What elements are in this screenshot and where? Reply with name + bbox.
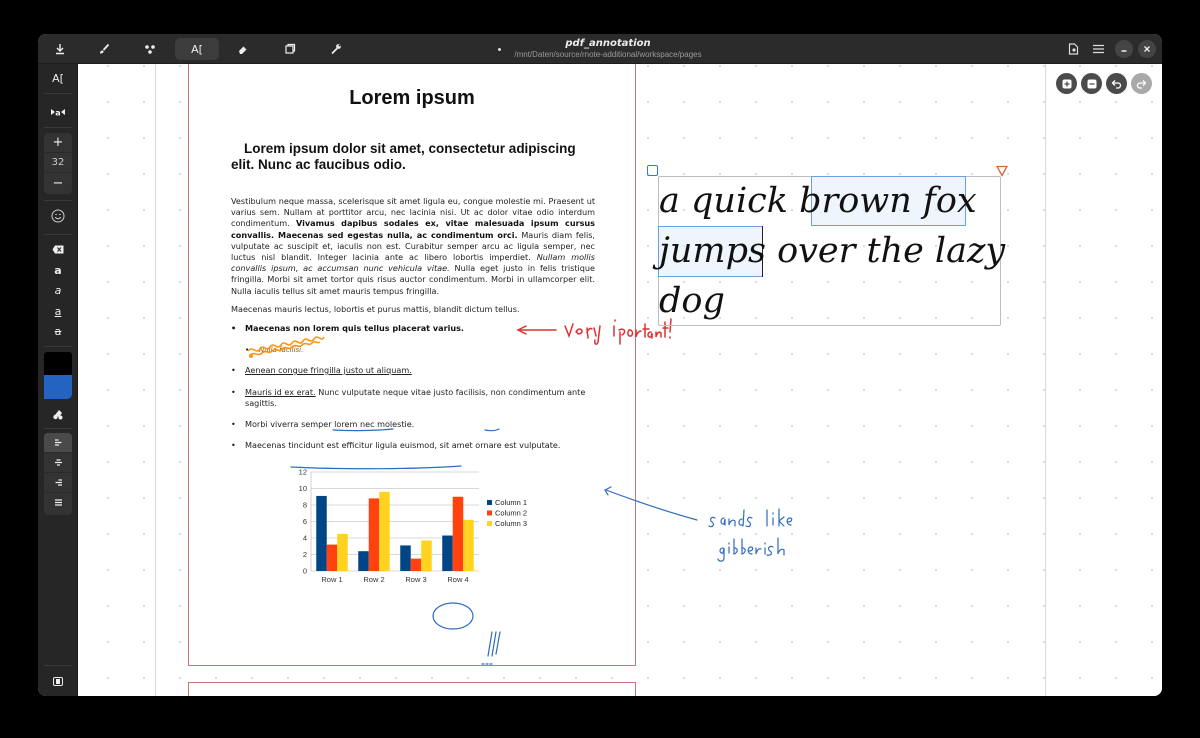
align-right-button[interactable] [44,473,72,493]
window-title: pdf_annotation [565,38,651,49]
strikethrough-button[interactable] [44,321,72,341]
zoom-out-icon [1087,79,1097,89]
legend-swatch [487,500,492,505]
textbox-line-1: a quick brown fox [659,181,977,221]
selector-icon [284,43,296,55]
secondary-color-swatch[interactable] [44,375,72,399]
font-chooser-button[interactable] [44,102,72,122]
sidebar-toggle-button[interactable] [44,671,72,691]
redo-icon [1136,79,1147,89]
tools-tool-button[interactable] [314,38,358,60]
divider [44,200,72,201]
typewriter-icon: A[ [52,71,64,85]
chart-bar [421,540,432,571]
underline-button[interactable] [44,301,72,321]
bullet-item-3: • Aenean congue fringilla justo ut aliquam. [245,365,595,376]
primary-color-swatch[interactable] [44,352,72,375]
font-family-icon [50,107,66,117]
bullet-item-5: • Morbi viverra semper lorem nec molestie. [245,419,595,430]
x-tick-label: Row 2 [363,575,385,584]
legend-label: Column 3 [495,519,528,528]
chart-bar [327,545,338,571]
divider [44,127,72,128]
pdf-content [189,64,635,665]
chart-bar [316,496,327,571]
chart-bar [411,559,422,571]
x-tick-label: Row 3 [405,575,427,584]
bullet-item-6: • Maecenas tincidunt est efficitur ligula euismod, sit amet ornare est vulputate. [245,440,595,451]
divider [44,428,72,429]
brush-icon [98,43,110,55]
zoom-out-button[interactable] [1081,73,1102,94]
text-run-italic: Nullam mollis convallis ipsum, ac accumsan nunc vehicula vitae. [231,252,595,274]
document-border-left [155,64,156,696]
y-tick-label: 10 [298,484,307,493]
legend-label: Column 1 [495,498,528,507]
align-center-icon [54,459,63,467]
pdf-paragraph-1 [231,196,595,297]
window-title-area [458,37,758,60]
text-run: facilisis, non condimentum ante sagittis. [245,387,586,408]
y-tick-label: 8 [302,500,307,510]
chart-bar [442,536,453,571]
header-bar [38,34,1162,64]
document-icon [1068,43,1079,55]
italic-icon: a [54,283,62,297]
font-size-increase-button[interactable]: + [44,133,72,153]
app-window [38,34,1162,696]
typewriter-tool-button[interactable] [175,38,219,60]
save-button[interactable] [38,38,82,60]
chart-bar [379,492,390,571]
font-size-spinner [44,133,72,194]
text-run: Nunc vulputate [318,387,381,397]
chart-bar [463,520,474,571]
divider [44,346,72,347]
eraser-icon [237,43,249,55]
typewriter-icon: A[ [191,42,203,56]
bullet-item-2: • Nulla facilisi. [259,345,609,356]
textbox-resize-handle[interactable] [647,165,658,176]
align-justify-icon [54,499,63,507]
emoji-icon [51,209,65,223]
selector-tool-button[interactable] [268,38,312,60]
undo-icon [1111,79,1122,89]
divider [44,234,72,235]
y-tick-label: 4 [302,533,307,543]
font-size-decrease-button[interactable]: − [52,175,64,191]
document-settings-button[interactable] [1063,39,1083,59]
chart-bar [369,498,380,571]
text-run-underlined: Mauris id ex erat. [245,387,316,397]
zoom-in-button[interactable] [1056,73,1077,94]
y-tick-label: 0 [302,566,307,576]
y-tick-label: 2 [302,550,307,559]
pdf-page-1 [188,64,636,666]
bold-icon: a [54,263,62,277]
font-size-value[interactable]: 32 [44,153,72,173]
close-button[interactable] [1137,39,1157,59]
italic-button[interactable] [44,280,72,300]
x-tick-label: Row 4 [447,575,469,584]
align-right-icon [54,479,63,487]
chart-bar [358,551,369,571]
bullet-item-4 [245,387,595,409]
menu-icon [1093,44,1104,54]
align-left-icon [54,439,63,447]
bar-chart [295,461,545,591]
shapes-icon [144,43,156,55]
underline-icon: a [54,304,62,318]
pdf-paragraph-2: Maecenas mauris lectus, lobortis et purus mattis, blandit dictum tellus. [231,304,520,314]
undo-button[interactable] [1106,73,1127,94]
svg-text:a: a [55,108,61,117]
chart-bar [337,534,348,571]
text-run: Mauris diam felis, vulputate ac suscipit et, iaculis non est. Curabitur semper arcu ac ligula semper, nec luctus nisl blandit. Integer lacinia ante ac libero lobortis imperdiet. [231,229,595,263]
zoom-in-icon [1062,79,1072,89]
close-icon [1143,45,1151,53]
settings-sidebar [38,64,78,696]
divider [44,665,72,666]
clear-formatting-button[interactable] [44,239,72,259]
download-icon [54,43,66,55]
text-run: Vestibulum neque massa, scelerisque sit amet ligula eu, congue molestie mi. Praesent ut varius sem. Nullam at porttitor arcu, nec lacinia nisi. Ut ac dolor vitae odio interdum condimentum. [231,196,595,229]
bold-button[interactable] [44,260,72,280]
document-border-right [1045,64,1046,696]
text-run: Nulla eget justo in felis tristique fringilla. Morbi sit amet tortor quis risus auctor condimentum. Morbi in ullamcorper elit. Nulla iaculis tellus sit amet mauris tempus fringilla. [231,263,595,296]
chart-bar [400,545,411,571]
align-center-button[interactable] [44,453,72,473]
pdf-title: Lorem ipsum [349,87,475,109]
pdf-page-2 [188,682,636,696]
clear-format-icon [52,245,64,254]
text-run-bold: Vivamus dapibus sodales ex, vitae malesuada ipsum cursus convallis. Maecenas sed egestas nulla, ac condimentum orci. [231,218,595,240]
x-tick-label: Row 1 [321,575,343,584]
text-run: neque vitae [380,387,434,397]
main-menu-button[interactable] [1088,39,1108,59]
minimize-button[interactable] [1114,39,1134,59]
legend-swatch [487,521,492,526]
y-tick-label: 12 [298,467,307,477]
align-justify-button[interactable] [44,493,72,513]
strikethrough-icon: a [54,324,62,338]
pdf-subtitle: Lorem ipsum dolor sit amet, consectetur adipiscing elit. Nunc ac faucibus odio. [231,141,576,172]
text-run: justo [433,387,454,397]
typewriter-settings-header [44,68,72,88]
eraser-tool-button[interactable] [221,38,265,60]
wrench-icon [330,43,342,55]
chart-bar [453,497,464,571]
emoji-picker-button[interactable] [44,206,72,226]
textbox-line-2: jumps over the lazy [659,231,1006,271]
shaper-tool-button[interactable] [128,38,172,60]
text-alignment-group [44,433,72,515]
color-picker-button[interactable] [44,404,72,424]
chart-bars [316,492,474,571]
typewriter-textbox[interactable] [658,176,1006,326]
divider [44,93,72,94]
color-picker-icon [52,408,64,420]
window-path: /mnt/Daten/source/rnote-additional/workspace/pages [514,50,702,59]
minimize-icon [1120,45,1128,53]
brush-tool-button[interactable] [82,38,126,60]
y-tick-label: 6 [302,517,307,526]
legend-swatch [487,511,492,516]
redo-button[interactable] [1131,73,1152,94]
align-left-button[interactable] [44,433,72,453]
chart-legend [487,498,527,528]
sidebar-toggle-icon [53,677,63,686]
blue-handwritten-note [709,509,792,561]
textbox-line-3: dog [659,281,725,321]
legend-label: Column 2 [495,508,528,518]
bullet-item-1: • Maecenas non lorem quis tellus placerat varius. [245,323,595,334]
drawing-canvas[interactable] [78,64,1162,696]
